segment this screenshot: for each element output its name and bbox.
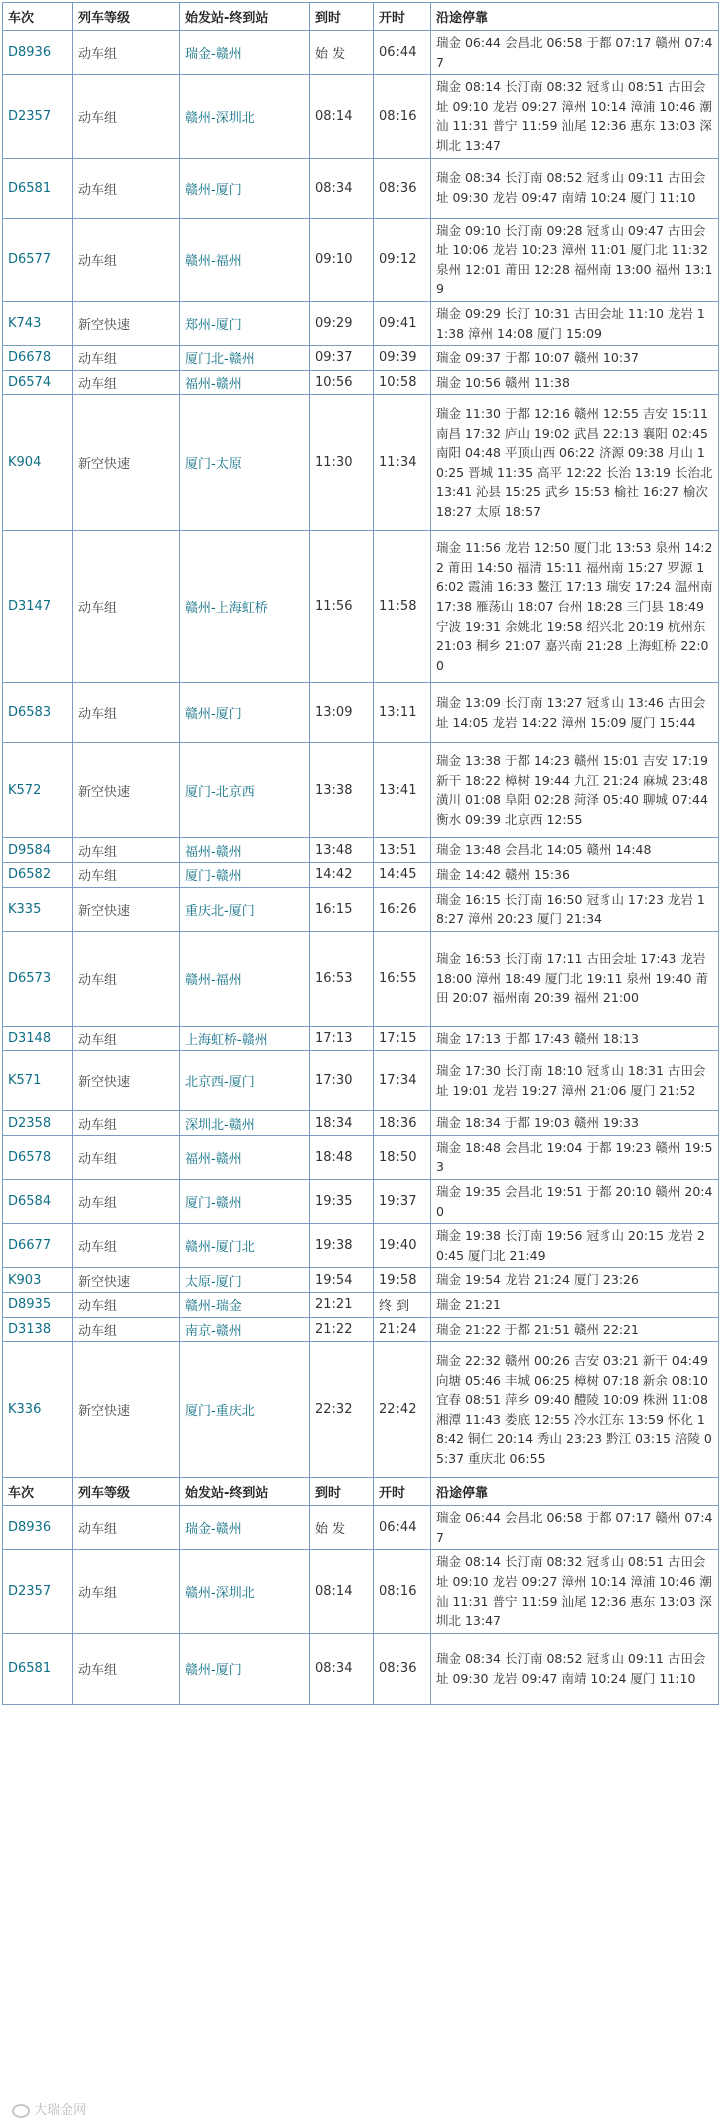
train-class: 动车组 — [73, 370, 180, 395]
stops-list: 瑞金 13:48 会昌北 14:05 赣州 14:48 — [431, 838, 719, 863]
train-number: K903 — [3, 1268, 73, 1293]
route: 赣州-厦门 — [180, 683, 310, 743]
route: 赣州-厦门 — [180, 1633, 310, 1704]
train-number: D8936 — [3, 1506, 73, 1550]
route: 赣州-福州 — [180, 218, 310, 301]
header-cls: 列车等级 — [73, 3, 180, 31]
table-row — [3, 1268, 719, 1293]
departure-time: 19:58 — [374, 1268, 431, 1293]
train-number: K336 — [3, 1342, 73, 1478]
stops-list: 瑞金 19:38 长汀南 19:56 冠豸山 20:15 龙岩 20:45 厦门北 21:49 — [431, 1224, 719, 1268]
stops-list: 瑞金 19:54 龙岩 21:24 厦门 23:26 — [431, 1268, 719, 1293]
route: 厦门-太原 — [180, 395, 310, 531]
train-number: D6678 — [3, 346, 73, 371]
header-dep: 开时 — [374, 1478, 431, 1506]
train-number: D2358 — [3, 1111, 73, 1136]
stops-list: 瑞金 18:48 会昌北 19:04 于都 19:23 赣州 19:53 — [431, 1135, 719, 1179]
watermark-logo-icon — [12, 2104, 30, 2118]
arrival-time: 19:54 — [310, 1268, 374, 1293]
stops-list: 瑞金 09:37 于都 10:07 赣州 10:37 — [431, 346, 719, 371]
route: 瑞金-赣州 — [180, 1506, 310, 1550]
departure-time: 17:34 — [374, 1051, 431, 1111]
route: 赣州-厦门 — [180, 158, 310, 218]
arrival-time: 09:37 — [310, 346, 374, 371]
table-header-row — [3, 1478, 719, 1506]
train-class: 动车组 — [73, 838, 180, 863]
train-class: 动车组 — [73, 683, 180, 743]
stops-list: 瑞金 10:56 赣州 11:38 — [431, 370, 719, 395]
train-class: 动车组 — [73, 75, 180, 158]
arrival-time: 18:34 — [310, 1111, 374, 1136]
departure-time: 11:58 — [374, 531, 431, 683]
table-row — [3, 346, 719, 371]
train-class: 动车组 — [73, 1026, 180, 1051]
stops-list: 瑞金 09:29 长汀 10:31 古田会址 11:10 龙岩 11:38 漳州 14:08 厦门 15:09 — [431, 301, 719, 345]
train-class: 新空快速 — [73, 395, 180, 531]
header-stops: 沿途停靠 — [431, 1478, 719, 1506]
train-number: D3148 — [3, 1026, 73, 1051]
watermark-text: 大瑞金网 — [34, 2103, 87, 2118]
stops-list: 瑞金 17:13 于都 17:43 赣州 18:13 — [431, 1026, 719, 1051]
stops-list: 瑞金 08:34 长汀南 08:52 冠豸山 09:11 古田会址 09:30 龙岩 09:47 南靖 10:24 厦门 11:10 — [431, 158, 719, 218]
departure-time: 22:42 — [374, 1342, 431, 1478]
train-number: D8935 — [3, 1293, 73, 1318]
route: 北京西-厦门 — [180, 1051, 310, 1111]
train-class: 动车组 — [73, 1293, 180, 1318]
stops-list: 瑞金 08:34 长汀南 08:52 冠豸山 09:11 古田会址 09:30 龙岩 09:47 南靖 10:24 厦门 11:10 — [431, 1633, 719, 1704]
arrival-time: 17:13 — [310, 1026, 374, 1051]
departure-time: 19:40 — [374, 1224, 431, 1268]
route: 赣州-上海虹桥 — [180, 531, 310, 683]
table-row — [3, 743, 719, 838]
train-number: K572 — [3, 743, 73, 838]
train-class: 动车组 — [73, 1111, 180, 1136]
departure-time: 08:16 — [374, 75, 431, 158]
stops-list: 瑞金 21:21 — [431, 1293, 719, 1318]
train-number: D6677 — [3, 1224, 73, 1268]
table-row — [3, 1633, 719, 1704]
route: 福州-赣州 — [180, 838, 310, 863]
arrival-time: 21:21 — [310, 1293, 374, 1318]
arrival-time: 10:56 — [310, 370, 374, 395]
train-class: 动车组 — [73, 862, 180, 887]
arrival-time: 19:38 — [310, 1224, 374, 1268]
train-class: 动车组 — [73, 1550, 180, 1633]
train-number: D6581 — [3, 1633, 73, 1704]
stops-list: 瑞金 16:53 长汀南 17:11 古田会址 17:43 龙岩 18:00 漳州 18:49 厦门北 19:11 泉州 19:40 莆田 20:07 福州南 20:39 福州 21:00 — [431, 931, 719, 1026]
table-row — [3, 931, 719, 1026]
table-row — [3, 1342, 719, 1478]
departure-time: 08:36 — [374, 158, 431, 218]
route: 上海虹桥-赣州 — [180, 1026, 310, 1051]
header-route: 始发站-终到站 — [180, 1478, 310, 1506]
table-row — [3, 887, 719, 931]
departure-time: 08:36 — [374, 1633, 431, 1704]
arrival-time: 18:48 — [310, 1135, 374, 1179]
arrival-time: 11:30 — [310, 395, 374, 531]
arrival-time: 13:48 — [310, 838, 374, 863]
route: 厦门-北京西 — [180, 743, 310, 838]
arrival-time: 始 发 — [310, 31, 374, 75]
table-row — [3, 1224, 719, 1268]
departure-time: 09:12 — [374, 218, 431, 301]
departure-time: 06:44 — [374, 31, 431, 75]
departure-time: 19:37 — [374, 1180, 431, 1224]
arrival-time: 16:53 — [310, 931, 374, 1026]
departure-time: 11:34 — [374, 395, 431, 531]
stops-list: 瑞金 17:30 长汀南 18:10 冠豸山 18:31 古田会址 19:01 龙岩 19:27 漳州 21:06 厦门 21:52 — [431, 1051, 719, 1111]
train-number: D6584 — [3, 1180, 73, 1224]
table-header-row — [3, 3, 719, 31]
route: 赣州-深圳北 — [180, 75, 310, 158]
train-number: D6581 — [3, 158, 73, 218]
train-number: D9584 — [3, 838, 73, 863]
stops-list: 瑞金 09:10 长汀南 09:28 冠豸山 09:47 古田会址 10:06 龙岩 10:23 漳州 11:01 厦门北 11:32 泉州 12:01 莆田 12:28 福州南 13:00 福州 13:19 — [431, 218, 719, 301]
departure-time: 18:36 — [374, 1111, 431, 1136]
route: 赣州-福州 — [180, 931, 310, 1026]
arrival-time: 21:22 — [310, 1317, 374, 1342]
stops-list: 瑞金 22:32 赣州 00:26 吉安 03:21 新干 04:49 向塘 05:46 丰城 06:25 樟树 07:18 新余 08:10 宜春 08:51 萍乡 09:40 醴陵 10:09 株洲 11:08 湘潭 11:43 娄底 12:55 冷水江东 13:59 怀化 18:42 铜仁 20:14 秀山 23:23 黔江 03:15 涪陵 05:37 重庆北 06:55 — [431, 1342, 719, 1478]
train-class: 新空快速 — [73, 1051, 180, 1111]
table-row — [3, 31, 719, 75]
arrival-time: 14:42 — [310, 862, 374, 887]
stops-list: 瑞金 13:38 于都 14:23 赣州 15:01 吉安 17:19 新干 18:22 樟树 19:44 九江 21:24 麻城 23:48 潢川 01:08 阜阳 02:28 菏泽 05:40 聊城 07:44 衡水 09:39 北京西 12:55 — [431, 743, 719, 838]
route: 赣州-厦门北 — [180, 1224, 310, 1268]
departure-time: 13:41 — [374, 743, 431, 838]
train-number: D2357 — [3, 1550, 73, 1633]
stops-list: 瑞金 13:09 长汀南 13:27 冠豸山 13:46 古田会址 14:05 龙岩 14:22 漳州 15:09 厦门 15:44 — [431, 683, 719, 743]
route: 赣州-深圳北 — [180, 1550, 310, 1633]
route: 厦门-赣州 — [180, 1180, 310, 1224]
train-class: 动车组 — [73, 1135, 180, 1179]
arrival-time: 09:10 — [310, 218, 374, 301]
departure-time: 13:11 — [374, 683, 431, 743]
header-stops: 沿途停靠 — [431, 3, 719, 31]
train-number: D8936 — [3, 31, 73, 75]
train-number: D6583 — [3, 683, 73, 743]
departure-time: 21:24 — [374, 1317, 431, 1342]
train-number: D6578 — [3, 1135, 73, 1179]
train-number: D6573 — [3, 931, 73, 1026]
train-number: D6582 — [3, 862, 73, 887]
train-number: D3138 — [3, 1317, 73, 1342]
route: 深圳北-赣州 — [180, 1111, 310, 1136]
table-row — [3, 1051, 719, 1111]
header-arr: 到时 — [310, 3, 374, 31]
arrival-time: 19:35 — [310, 1180, 374, 1224]
route: 太原-厦门 — [180, 1268, 310, 1293]
stops-list: 瑞金 14:42 赣州 15:36 — [431, 862, 719, 887]
departure-time: 16:55 — [374, 931, 431, 1026]
train-class: 新空快速 — [73, 1268, 180, 1293]
stops-list: 瑞金 21:22 于都 21:51 赣州 22:21 — [431, 1317, 719, 1342]
arrival-time: 08:14 — [310, 75, 374, 158]
train-class: 动车组 — [73, 1317, 180, 1342]
stops-list: 瑞金 18:34 于都 19:03 赣州 19:33 — [431, 1111, 719, 1136]
arrival-time: 13:09 — [310, 683, 374, 743]
header-cls: 列车等级 — [73, 1478, 180, 1506]
arrival-time: 22:32 — [310, 1342, 374, 1478]
departure-time: 16:26 — [374, 887, 431, 931]
stops-list: 瑞金 11:56 龙岩 12:50 厦门北 13:53 泉州 14:22 莆田 14:50 福清 15:11 福州南 15:27 罗源 16:02 霞浦 16:33 鳌江 17:13 瑞安 17:24 温州南 17:38 雁荡山 18:07 台州 18:28 三门县 18:49 宁波 19:31 余姚北 19:58 绍兴北 20:19 杭州东 21:03 桐乡 21:07 嘉兴南 21:28 上海虹桥 22:00 — [431, 531, 719, 683]
arrival-time: 16:15 — [310, 887, 374, 931]
arrival-time: 08:14 — [310, 1550, 374, 1633]
arrival-time: 17:30 — [310, 1051, 374, 1111]
train-class: 动车组 — [73, 931, 180, 1026]
train-class: 动车组 — [73, 1224, 180, 1268]
header-arr: 到时 — [310, 1478, 374, 1506]
stops-list: 瑞金 08:14 长汀南 08:32 冠豸山 08:51 古田会址 09:10 龙岩 09:27 漳州 10:14 漳浦 10:46 潮汕 11:31 普宁 11:59 汕尾 12:36 惠东 13:03 深圳北 13:47 — [431, 75, 719, 158]
table-row — [3, 531, 719, 683]
train-class: 动车组 — [73, 31, 180, 75]
table-row — [3, 1293, 719, 1318]
arrival-time: 09:29 — [310, 301, 374, 345]
train-number: K571 — [3, 1051, 73, 1111]
table-row — [3, 862, 719, 887]
train-class: 新空快速 — [73, 743, 180, 838]
departure-time: 10:58 — [374, 370, 431, 395]
table-row — [3, 1026, 719, 1051]
table-row — [3, 1317, 719, 1342]
arrival-time: 11:56 — [310, 531, 374, 683]
table-row — [3, 218, 719, 301]
table-row — [3, 1180, 719, 1224]
departure-time: 18:50 — [374, 1135, 431, 1179]
train-number: K904 — [3, 395, 73, 531]
header-code: 车次 — [3, 3, 73, 31]
watermark — [12, 2099, 86, 2118]
route: 重庆北-厦门 — [180, 887, 310, 931]
route: 郑州-厦门 — [180, 301, 310, 345]
route: 瑞金-赣州 — [180, 31, 310, 75]
stops-list: 瑞金 08:14 长汀南 08:32 冠豸山 08:51 古田会址 09:10 龙岩 09:27 漳州 10:14 漳浦 10:46 潮汕 11:31 普宁 11:59 汕尾 12:36 惠东 13:03 深圳北 13:47 — [431, 1550, 719, 1633]
train-number: D6577 — [3, 218, 73, 301]
arrival-time: 始 发 — [310, 1506, 374, 1550]
arrival-time: 08:34 — [310, 158, 374, 218]
arrival-time: 08:34 — [310, 1633, 374, 1704]
table-row — [3, 1506, 719, 1550]
route: 厦门北-赣州 — [180, 346, 310, 371]
stops-list: 瑞金 16:15 长汀南 16:50 冠豸山 17:23 龙岩 18:27 漳州 20:23 厦门 21:34 — [431, 887, 719, 931]
route: 赣州-瑞金 — [180, 1293, 310, 1318]
departure-time: 14:45 — [374, 862, 431, 887]
table-row — [3, 838, 719, 863]
train-class: 动车组 — [73, 158, 180, 218]
table-row — [3, 1135, 719, 1179]
table-row — [3, 75, 719, 158]
stops-list: 瑞金 06:44 会昌北 06:58 于都 07:17 赣州 07:47 — [431, 31, 719, 75]
train-number: D2357 — [3, 75, 73, 158]
header-code: 车次 — [3, 1478, 73, 1506]
table-row — [3, 1550, 719, 1633]
train-number: D6574 — [3, 370, 73, 395]
departure-time: 17:15 — [374, 1026, 431, 1051]
table-row — [3, 158, 719, 218]
train-number: K335 — [3, 887, 73, 931]
stops-list: 瑞金 11:30 于都 12:16 赣州 12:55 吉安 15:11 南昌 17:32 庐山 19:02 武昌 22:13 襄阳 02:45 南阳 04:48 平顶山西 06:22 济源 09:38 月山 10:25 晋城 11:35 高平 12:22 长治 13:19 长治北 13:41 沁县 15:25 武乡 15:53 榆社 16:27 榆次 18:27 太原 18:57 — [431, 395, 719, 531]
departure-time: 09:41 — [374, 301, 431, 345]
train-class: 动车组 — [73, 1633, 180, 1704]
table-row — [3, 395, 719, 531]
train-class: 动车组 — [73, 1506, 180, 1550]
route: 福州-赣州 — [180, 1135, 310, 1179]
departure-time: 13:51 — [374, 838, 431, 863]
train-class: 新空快速 — [73, 301, 180, 345]
table-row — [3, 1111, 719, 1136]
route: 厦门-重庆北 — [180, 1342, 310, 1478]
departure-time: 06:44 — [374, 1506, 431, 1550]
train-class: 动车组 — [73, 1180, 180, 1224]
header-dep: 开时 — [374, 3, 431, 31]
train-number: D3147 — [3, 531, 73, 683]
train-number: K743 — [3, 301, 73, 345]
departure-time: 08:16 — [374, 1550, 431, 1633]
route: 福州-赣州 — [180, 370, 310, 395]
train-class: 动车组 — [73, 346, 180, 371]
train-class: 新空快速 — [73, 887, 180, 931]
arrival-time: 13:38 — [310, 743, 374, 838]
stops-list: 瑞金 06:44 会昌北 06:58 于都 07:17 赣州 07:47 — [431, 1506, 719, 1550]
route: 南京-赣州 — [180, 1317, 310, 1342]
table-row — [3, 301, 719, 345]
train-class: 动车组 — [73, 531, 180, 683]
train-class: 动车组 — [73, 218, 180, 301]
stops-list: 瑞金 19:35 会昌北 19:51 于都 20:10 赣州 20:40 — [431, 1180, 719, 1224]
table-row — [3, 683, 719, 743]
header-route: 始发站-终到站 — [180, 3, 310, 31]
departure-time: 09:39 — [374, 346, 431, 371]
timetable — [2, 2, 719, 1705]
route: 厦门-赣州 — [180, 862, 310, 887]
table-row — [3, 370, 719, 395]
departure-time: 终 到 — [374, 1293, 431, 1318]
train-class: 新空快速 — [73, 1342, 180, 1478]
